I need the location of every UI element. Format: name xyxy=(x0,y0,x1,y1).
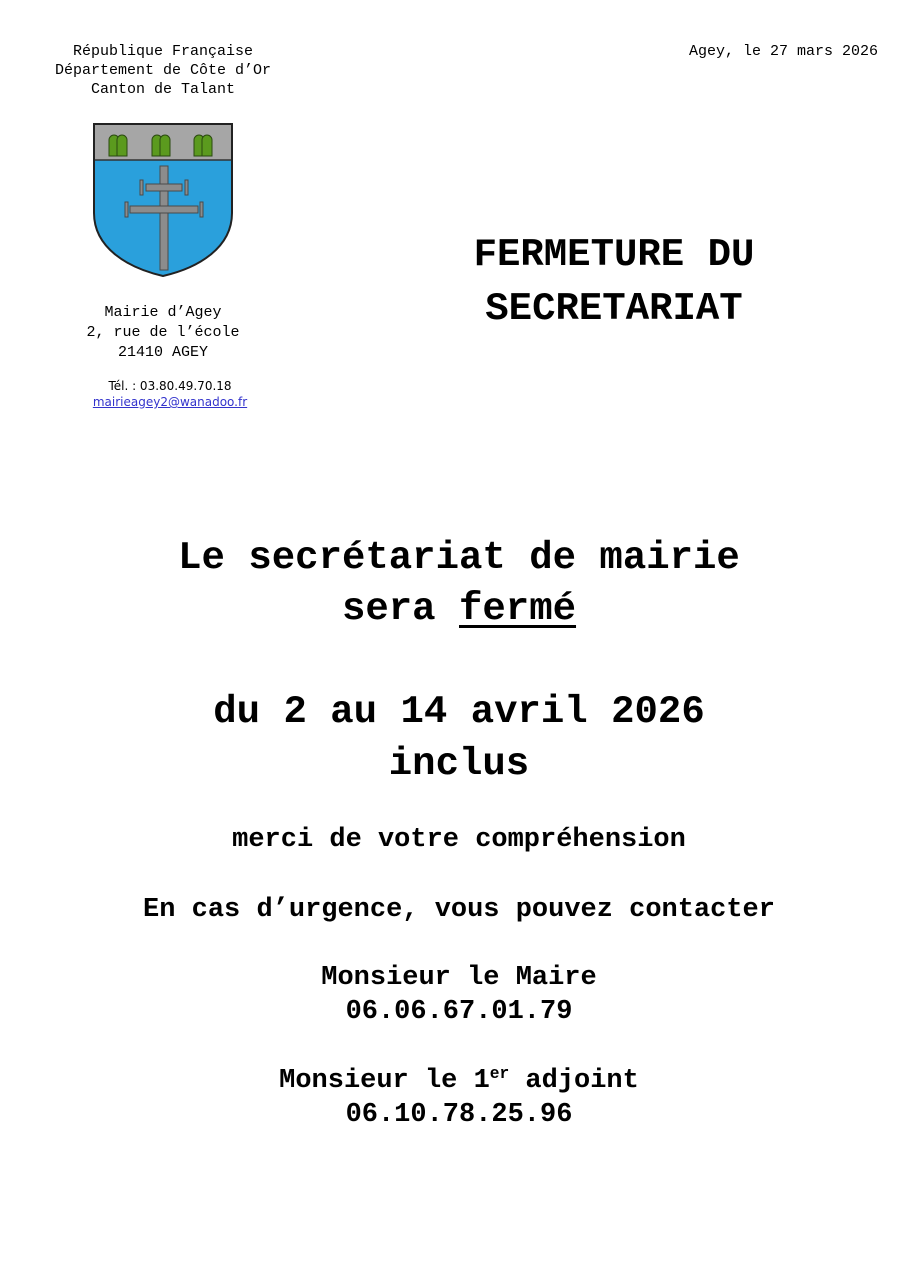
phone-number: Tél. : 03.80.49.70.18 xyxy=(108,379,232,393)
notice-line-1: Le secrétariat de mairie xyxy=(178,536,740,580)
town-hall-address xyxy=(30,303,296,363)
page-title xyxy=(400,228,828,336)
coat-of-arms-icon xyxy=(88,118,238,282)
header-line-canton: Canton de Talant xyxy=(90,81,236,98)
title-line-1: FERMETURE DU xyxy=(473,233,755,277)
address-street: 2, rue de l’école xyxy=(86,324,240,341)
notice-line-2-prefix: sera xyxy=(341,587,459,631)
address-name: Mairie d’Agey xyxy=(104,304,222,321)
mayor-title: Monsieur le Maire xyxy=(321,963,597,993)
deputy-phone: 06.10.78.25.96 xyxy=(345,1100,573,1130)
town-hall-contact xyxy=(30,378,310,410)
crest-towers xyxy=(109,135,212,156)
closure-inclusive: inclus xyxy=(388,742,530,786)
deputy-title-prefix: Monsieur le 1 xyxy=(279,1066,490,1096)
address-city: 21410 AGEY xyxy=(117,344,208,361)
deputy-title-ordinal: er xyxy=(489,1065,510,1084)
title-line-2: SECRETARIAT xyxy=(485,287,743,331)
mayor-phone: 06.06.67.01.79 xyxy=(345,997,573,1027)
header-line-republique: République Française xyxy=(72,43,254,60)
coat-of-arms xyxy=(88,118,238,282)
notice-line-2 xyxy=(0,584,900,634)
closed-emphasis: fermé xyxy=(459,587,577,631)
document-date: Agey, le 27 mars 2026 xyxy=(688,43,878,60)
thanks-message: merci de votre compréhension xyxy=(232,825,686,855)
urgency-message: En cas d’urgence, vous pouvez contacter xyxy=(143,895,775,925)
deputy-title-suffix: adjoint xyxy=(509,1066,639,1096)
header-administrative xyxy=(30,42,296,99)
email-link[interactable]: mairieagey2@wanadoo.fr xyxy=(92,395,248,409)
header-line-departement: Département de Côte d’Or xyxy=(54,62,272,79)
closure-dates: du 2 au 14 avril 2026 xyxy=(213,690,705,734)
deputy-title xyxy=(0,1064,900,1098)
